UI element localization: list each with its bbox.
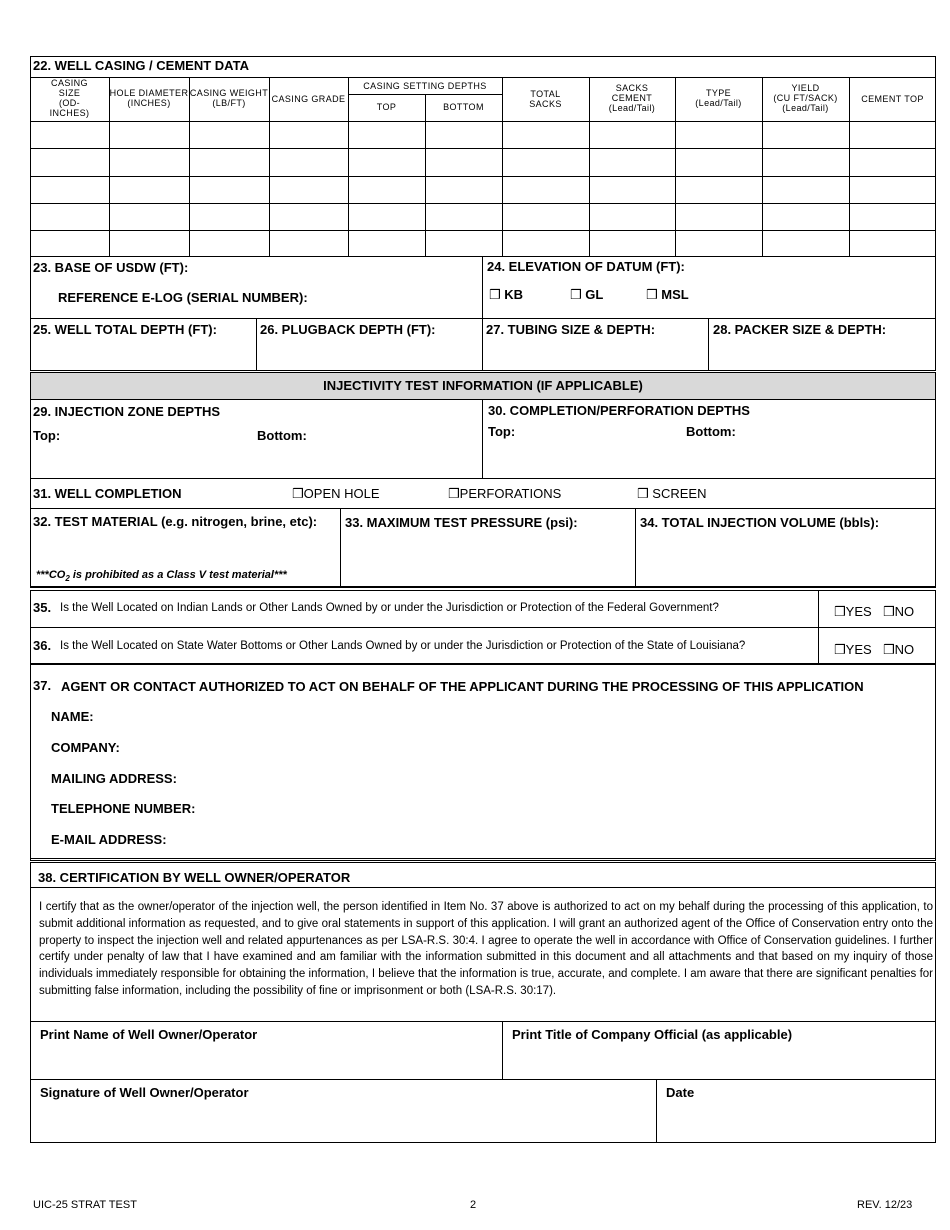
plugback-depth-label: 26. PLUGBACK DEPTH (FT): [260, 322, 436, 337]
header-yield: YIELD (CU FT/SACK) (Lead/Tail) [773, 83, 838, 113]
header-top: TOP [376, 102, 397, 112]
open-hole-checkbox[interactable]: ❒OPEN HOLE [292, 486, 380, 501]
header-total-sacks: TOTAL SACKS [529, 89, 562, 109]
injection-zone-label: 29. INJECTION ZONE DEPTHS [33, 404, 221, 419]
item-35-no-checkbox[interactable]: ❒NO [883, 604, 915, 619]
completion-depths-bottom: Bottom: [686, 424, 736, 439]
item-35-yes-checkbox[interactable]: ❒YES [834, 604, 872, 619]
tubing-size-label: 27. TUBING SIZE & DEPTH: [486, 322, 656, 337]
print-title-label: Print Title of Company Official (as applicable) [512, 1027, 793, 1042]
well-total-depth-label: 25. WELL TOTAL DEPTH (FT): [33, 322, 217, 337]
header-cement-top: CEMENT TOP [861, 94, 924, 104]
header-type: TYPE (Lead/Tail) [695, 88, 742, 108]
date-label: Date [666, 1085, 695, 1100]
item-37-number: 37. [33, 678, 52, 693]
agent-phone-label: TELEPHONE NUMBER: [51, 801, 196, 816]
header-setting-depths: CASING SETTING DEPTHS [363, 81, 487, 91]
perforations-checkbox[interactable]: ❒PERFORATIONS [448, 486, 562, 501]
item-36-number: 36. [33, 638, 52, 653]
header-sacks-cement: SACKS CEMENT (Lead/Tail) [608, 83, 656, 113]
section-22-title: 22. WELL CASING / CEMENT DATA [33, 58, 249, 73]
signature-label: Signature of Well Owner/Operator [40, 1085, 249, 1100]
agent-company-label: COMPANY: [51, 740, 120, 755]
casing-data-cells[interactable] [30, 121, 936, 257]
base-usdw-label: 23. BASE OF USDW (FT): [33, 260, 189, 275]
completion-depths-top: Top: [488, 424, 516, 439]
item-36-no-checkbox[interactable]: ❒NO [883, 642, 915, 657]
item-36-question: Is the Well Located on State Water Bottoms or Other Lands Owned by or under the Jurisdiction or Protection of the State of Louisiana? [60, 640, 746, 652]
well-completion-label: 31. WELL COMPLETION [33, 486, 182, 501]
reference-elog-label: REFERENCE E-LOG (SERIAL NUMBER): [58, 290, 308, 305]
item-35-question: Is the Well Located on Indian Lands or Other Lands Owned by or under the Jurisdiction or Protection of the Federal Government? [60, 602, 719, 614]
item-37-title: AGENT OR CONTACT AUTHORIZED TO ACT ON BEHALF OF THE APPLICANT DURING THE PROCESSING OF THIS APPLICATION [61, 679, 864, 694]
gl-checkbox[interactable]: ❒ GL [570, 287, 604, 302]
kb-checkbox[interactable]: ❒ KB [489, 287, 524, 302]
packer-size-label: 28. PACKER SIZE & DEPTH: [713, 322, 887, 337]
item-35-number: 35. [33, 600, 52, 615]
injection-zone-bottom: Bottom: [257, 428, 307, 443]
agent-email-label: E-MAIL ADDRESS: [51, 832, 167, 847]
header-casing-weight: CASING WEIGHT (LB/FT) [189, 88, 269, 108]
item-36-yes-checkbox[interactable]: ❒YES [834, 642, 872, 657]
header-bottom: BOTTOM [443, 102, 484, 112]
header-casing-grade: CASING GRADE [271, 94, 346, 104]
certification-title: 38. CERTIFICATION BY WELL OWNER/OPERATOR [38, 870, 351, 885]
completion-depths-label: 30. COMPLETION/PERFORATION DEPTHS [488, 403, 750, 418]
max-test-pressure-label: 33. MAXIMUM TEST PRESSURE (psi): [345, 515, 578, 530]
header-hole-diameter: HOLE DIAMETER (INCHES) [109, 88, 189, 108]
screen-checkbox[interactable]: ❒ SCREEN [637, 486, 707, 501]
test-material-label: 32. TEST MATERIAL (e.g. nitrogen, brine, etc): [33, 514, 318, 529]
footer-revision: REV. 12/23 [857, 1199, 913, 1211]
header-casing-size: CASING SIZE (OD- INCHES) [49, 78, 90, 118]
agent-name-label: NAME: [51, 709, 94, 724]
msl-checkbox[interactable]: ❒ MSL [646, 287, 689, 302]
print-name-label: Print Name of Well Owner/Operator [40, 1027, 258, 1042]
footer-form-id: UIC-25 STRAT TEST [33, 1199, 137, 1211]
injection-zone-top: Top: [33, 428, 61, 443]
agent-mailing-label: MAILING ADDRESS: [51, 771, 177, 786]
total-injection-volume-label: 34. TOTAL INJECTION VOLUME (bbls): [640, 515, 880, 530]
elevation-datum-label: 24. ELEVATION OF DATUM (FT): [487, 259, 685, 274]
injectivity-header-text: INJECTIVITY TEST INFORMATION (IF APPLICABLE) [323, 378, 643, 393]
co2-note: $***CO_2$ is prohibited as a Class V test material*** [36, 569, 287, 584]
certification-text: I certify that as the owner/operator of the injection well, the person identified in Item No. 37 above is authorized to act on my behalf during the processing of this application, to submit additional information as requested, and to give oral statements in support of this application. I will grant an authorized agent of the Office of Conservation entry onto the property to inspect the injection well and related appurtenances as per LSA-R.S. 30:4. I agree to operate the well in accordance with Office of Conservation guidelines. I further certify under penalty of law that I have examined and am familiar with the information submitted in this document and all attachments and that based on my inquiry of those individuals immediately responsible for obtaining the information, I believe that the information is true, accurate, and complete. I am aware that there are significant penalties for submitting false information, including the possibility of fine or imprisonment or both (LSA-R.S. 30:17). [39, 901, 933, 997]
footer-page-number: 2 [470, 1199, 477, 1211]
